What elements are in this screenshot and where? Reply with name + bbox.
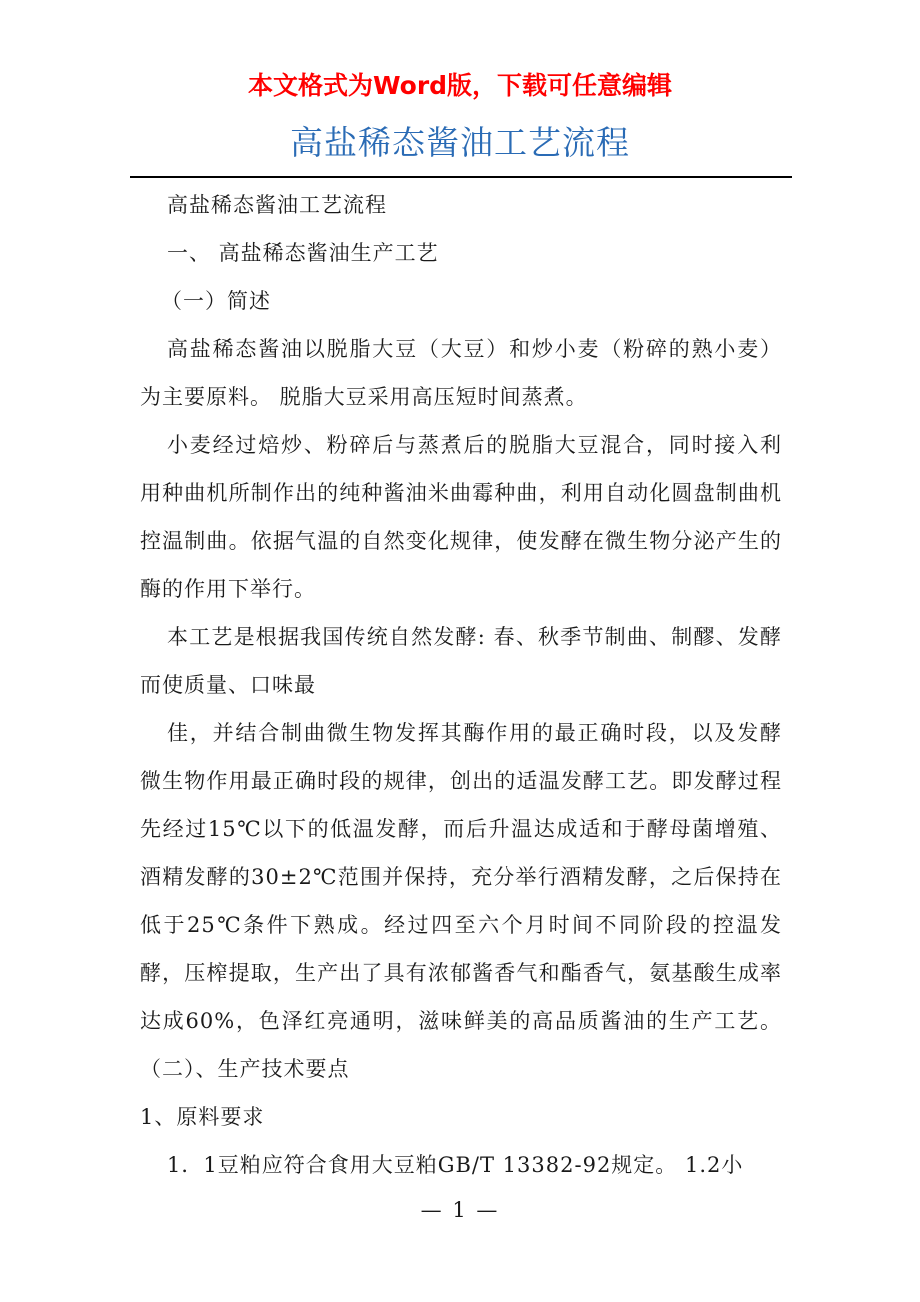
title-divider [130,176,792,178]
section-heading-1: 一、 高盐稀态酱油生产工艺 [167,241,439,265]
list-heading-raw-materials: 1、原料要求 [140,1105,265,1129]
download-banner: 本文格式为Word版，下载可任意编辑 [247,71,673,100]
page-number: — 1 — [420,1198,500,1222]
document-body [140,181,782,1189]
paragraph: 佳，并结合制曲微生物发挥其酶作用的最正确时段，以及发酵微生物作用最正确时段的规律，创出的适温发酵工艺。即发酵过程先经过15℃以下的低温发酵，而后升温达成适和于酵母菌增殖、酒精发酵的30±2℃范围并保持，充分举行酒精发酵，之后保持在低于25℃条件下熟成。经过四至六个月时间不同阶段的控温发酵，压榨提取，生产出了具有浓郁酱香气和酯香气，氨基酸生成率达成60%，色泽红亮通明，滋味鲜美的高品质酱油的生产工艺。 （二）、生产技术要点 [140,721,782,1081]
paragraph: 小麦经过焙炒、粉碎后与蒸煮后的脱脂大豆混合，同时接入利用种曲机所制作出的纯种酱油米曲霉种曲，利用自动化圆盘制曲机控温制曲。依据气温的自然变化规律，使发酵在微生物分泌产生的酶的作用下举行。 [140,433,782,601]
paragraph: 高盐稀态酱油以脱脂大豆（大豆）和炒小麦（粉碎的熟小麦）为主要原料。 脱脂大豆采用高压短时间蒸煮。 [140,337,782,409]
subsection-heading-overview: （一）简述 [161,289,271,313]
document-title: 高盐稀态酱油工艺流程 [290,123,630,162]
paragraph: 1．1豆粕应符合食用大豆粕GB/T 13382-92规定。 1.2小 [167,1153,744,1177]
paragraph: 本工艺是根据我国传统自然发酵: 春、秋季节制曲、制醪、发酵而使质量、口味最 [140,625,782,697]
body-heading-title: 高盐稀态酱油工艺流程 [167,193,387,217]
